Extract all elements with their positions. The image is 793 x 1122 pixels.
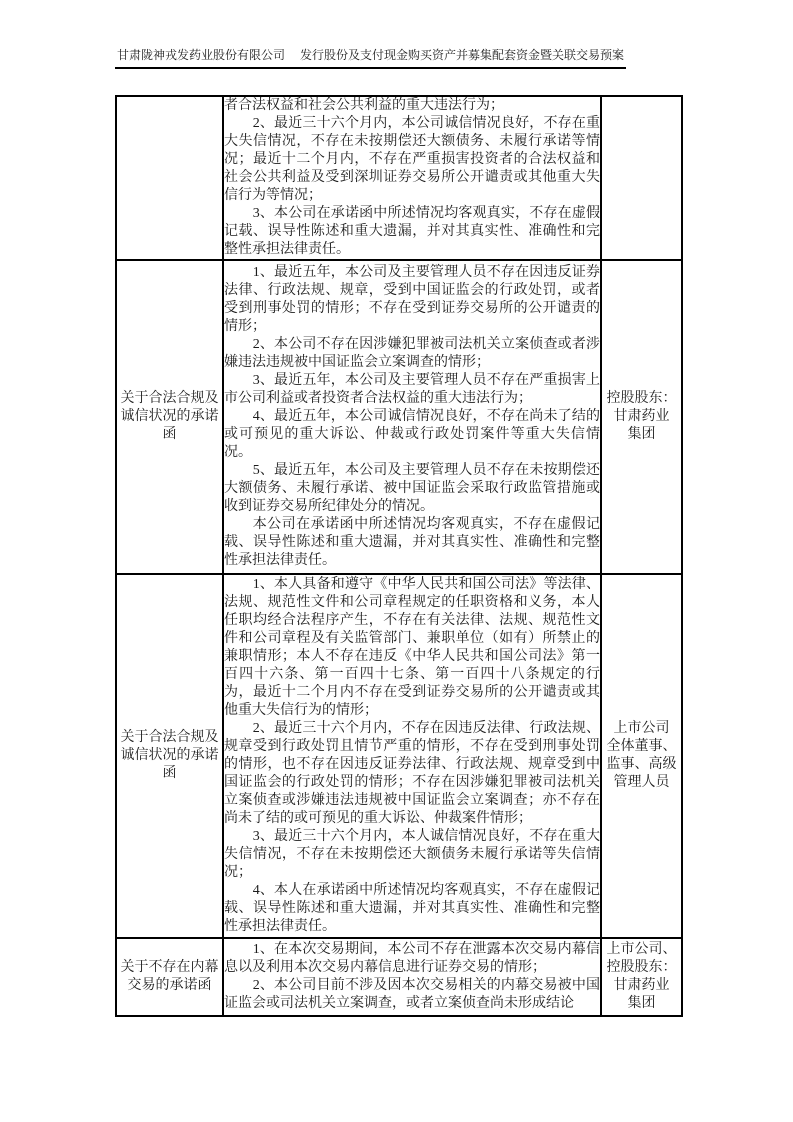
commitments-table <box>115 95 683 1017</box>
commitments-table-wrap <box>115 95 683 1017</box>
commitment-paragraph: 1、在本次交易期间，本公司不存在泄露本次交易内幕信息以及利用本次交易内幕信息进行证券交易的情形； <box>224 942 600 975</box>
commitment-paragraph: 2、最近三十六个月内，本公司诚信情况良好，不存在重大失信情况，不存在未按期偿还大额债务、未履行承诺等情况；最近十二个月内，不存在严重损害投资者的合法权益和社会公共利益及受到深圳证券交易所公开谴责或其他重大失信行为等情况； <box>224 116 600 203</box>
commitment-paragraph: 4、本人在承诺函中所述情况均客观真实，不存在虚假记载、误导性陈述和重大遗漏，并对其真实性、准确性和完整性承担法律责任。 <box>224 883 600 934</box>
header-rule <box>115 47 626 69</box>
table-row <box>116 96 682 260</box>
row-label: 关于不存在内幕交易的承诺函 <box>120 960 219 993</box>
document-title: 发行股份及支付现金购买资产并募集配套资金暨关联交易预案 <box>300 48 625 62</box>
party-line: 甘肃药业 <box>613 978 670 993</box>
party-line: 控股股东： <box>606 960 677 975</box>
party-line: 管理人员 <box>613 775 670 790</box>
party-line: 上市公司、 <box>606 942 677 957</box>
commitment-paragraph: 2、本公司不存在因涉嫌犯罪被司法机关立案侦查或者涉嫌违法违规被中国证监会立案调查的情形； <box>224 337 600 370</box>
commitment-paragraph: 本公司在承诺函中所述情况均客观真实，不存在虚假记载、误导性陈述和重大遗漏，并对其真实性、准确性和完整性承担法律责任。 <box>224 517 600 568</box>
commitment-paragraph: 1、本人具备和遵守《中华人民共和国公司法》等法律、法规、规范性文件和公司章程规定的任职资格和义务，本人任职均经合法程序产生，不存在有关法律、法规、规范性文件和公司章程及有关监管部门、兼职单位（如有）所禁止的兼职情形；本人不存在违反《中华人民共和国公司法》第一百四十六条、第一百四十七条、第一百四十八条规定的行为，最近十二个月内不存在受到证券交易所的公开谴责或其他重大失信行为的情形； <box>224 577 600 718</box>
committing-party-cell <box>601 96 682 260</box>
commitment-paragraph: 者合法权益和社会公共利益的重大违法行为； <box>224 98 504 113</box>
commitment-paragraph: 3、最近三十六个月内，本人诚信情况良好，不存在重大失信情况，不存在未按期偿还大额债务未履行承诺等失信情况； <box>224 829 600 880</box>
table-row <box>116 938 682 1016</box>
row-label-cell <box>116 938 223 1016</box>
commitment-paragraph: 2、最近三十六个月内，不存在因违反法律、行政法规、规章受到行政处罚且情节严重的情形，不存在受到刑事处罚的情形，也不存在因违反证券法律、行政法规、规章受到中国证监会的行政处罚的情形；不存在因涉嫌犯罪被司法机关立案侦查或涉嫌违法违规被中国证监会立案调查；亦不存在尚未了结的或可预见的重大诉讼、仲裁案件情形； <box>224 721 600 826</box>
commitment-paragraph: 3、最近五年，本公司及主要管理人员不存在严重损害上市公司利益或者投资者合法权益的重大违法行为； <box>224 373 600 406</box>
party-line: 甘肃药业 <box>613 409 670 424</box>
table-row <box>116 260 682 574</box>
row-label-cell <box>116 260 223 574</box>
commitment-paragraph: 4、最近五年，本公司诚信情况良好，不存在尚未了结的或可预见的重大诉讼、仲裁或行政处罚案件等重大失信情况。 <box>224 409 600 460</box>
commitment-paragraph: 5、最近五年，本公司及主要管理人员不存在未按期偿还大额债务、未履行承诺、被中国证监会采取行政监管措施或收到证券交易所纪律处分的情况。 <box>224 463 600 514</box>
row-label: 关于合法合规及诚信状况的承诺函 <box>120 730 219 781</box>
commitment-text-cell <box>223 260 601 574</box>
commitment-text-cell <box>223 938 601 1016</box>
row-label: 关于合法合规及诚信状况的承诺函 <box>120 391 219 442</box>
committing-party-cell <box>601 938 682 1016</box>
party-line: 集团 <box>627 427 656 442</box>
document-header <box>115 46 681 69</box>
company-name: 甘肃陇神戎发药业股份有限公司 <box>117 48 286 62</box>
commitment-paragraph: 2、本公司目前不涉及因本次交易相关的内幕交易被中国证监会或司法机关立案调查，或者立案侦查尚未形成结论 <box>224 978 600 1011</box>
commitment-paragraph: 1、最近五年，本公司及主要管理人员不存在因违反证券法律、行政法规、规章，受到中国证监会的行政处罚，或者受到刑事处罚的情形；不存在受到证券交易所的公开谴责的情形； <box>224 265 600 334</box>
row-label-cell <box>116 574 223 938</box>
commitment-paragraph: 3、本公司在承诺函中所述情况均客观真实，不存在虚假记载、误导性陈述和重大遗漏，并对其真实性、准确性和完整性承担法律责任。 <box>224 206 600 257</box>
commitment-text-cell <box>223 574 601 938</box>
party-line: 控股股东： <box>606 391 677 406</box>
party-line: 上市公司 <box>613 721 670 736</box>
committing-party-cell <box>601 260 682 574</box>
table-row <box>116 574 682 938</box>
party-line: 全体董事、 <box>606 739 677 754</box>
row-label-cell <box>116 96 223 260</box>
commitment-text-cell <box>223 96 601 260</box>
party-line: 集团 <box>627 996 656 1011</box>
committing-party-cell <box>601 574 682 938</box>
party-line: 监事、高级 <box>606 757 677 772</box>
